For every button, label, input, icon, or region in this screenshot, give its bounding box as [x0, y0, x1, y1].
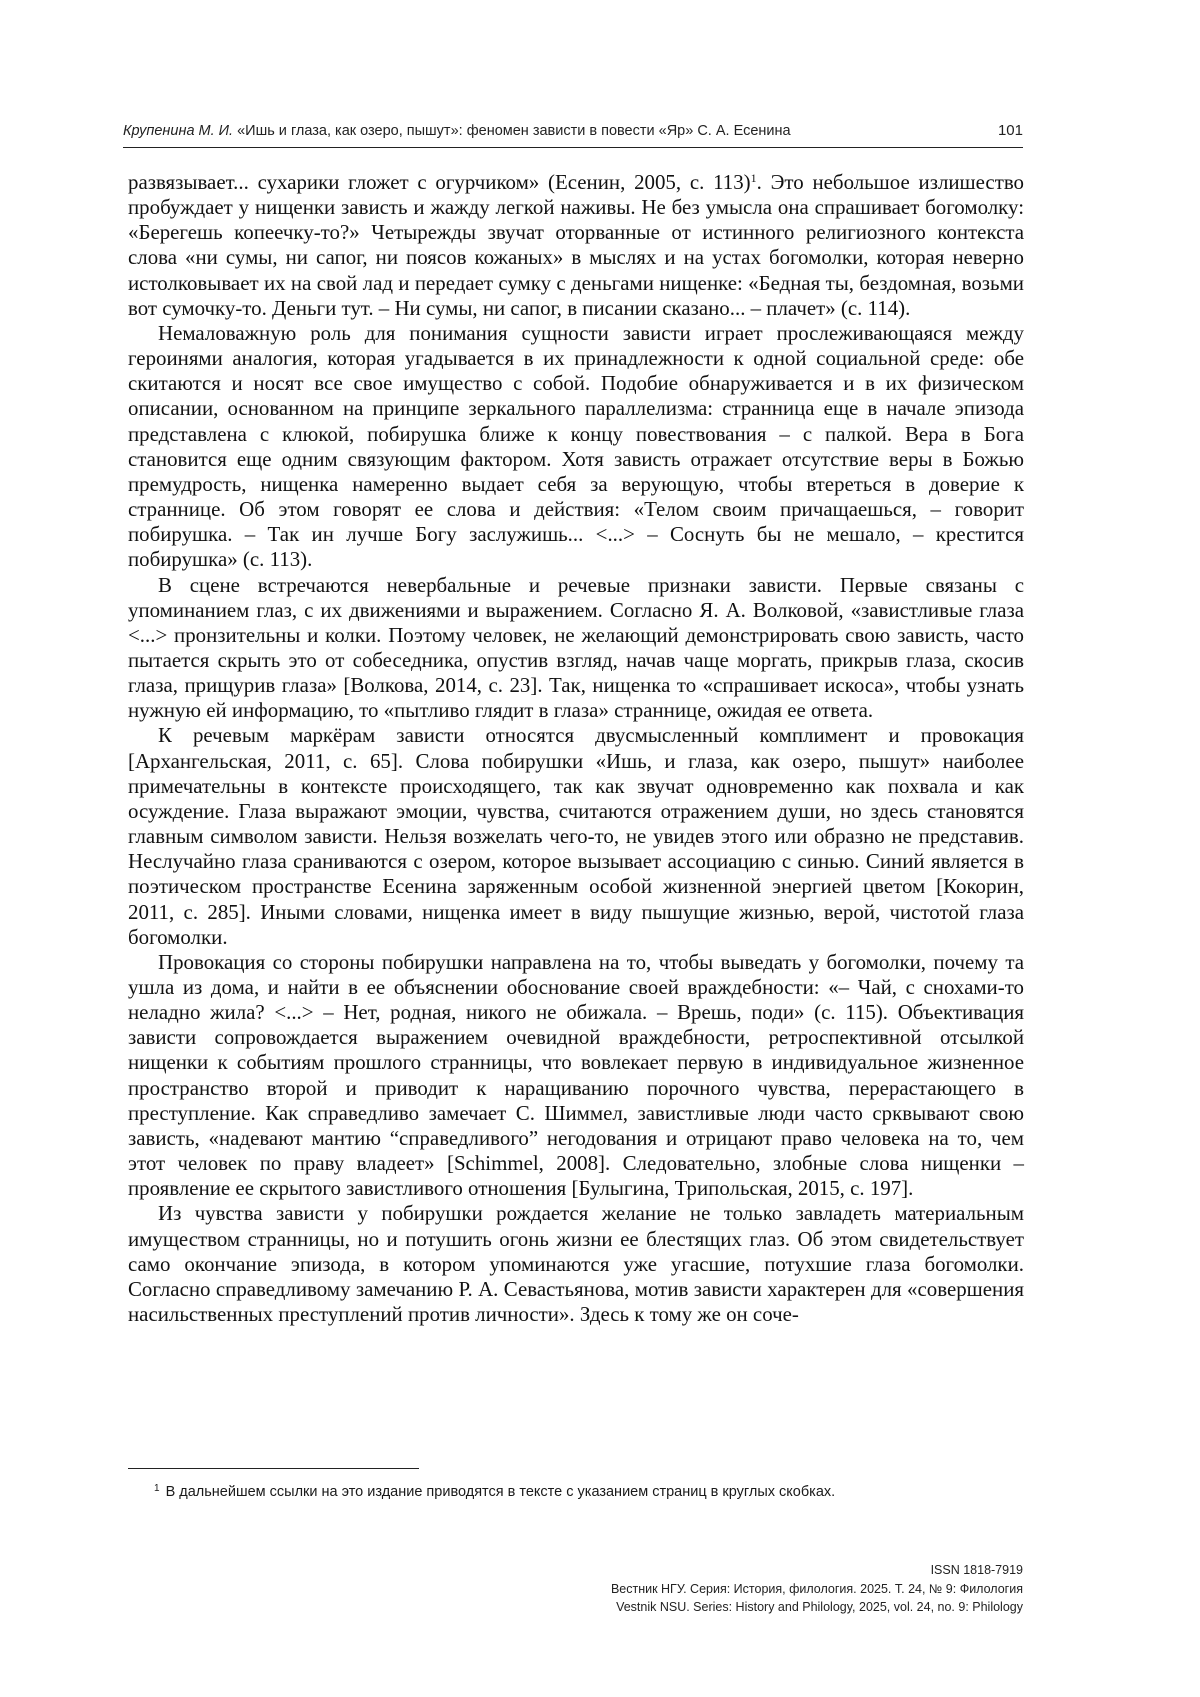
footnote: [154, 1482, 1014, 1502]
paragraph-6: Из чувства зависти у побирушки рождается желание не только завладеть материальным имуществом странницы, но и потушить огонь жизни ее блестящих глаз. Об этом свидетельствует само окончание эпизода, в котором упоминаются уже угасшие, потухшие глаза богомолки. Согласно справедливому замечанию Р. А. Севастьянова, мотив зависти характерен для «совершения насильственных преступлений против личности». Здесь к тому же он соче-: [128, 1201, 1024, 1327]
paragraph-5: Провокация со стороны побирушки направлена на то, чтобы выведать у богомолки, почему та ушла из дома, и найти в ее объяснении обоснование своей враждебности: «– Чай, с снохами-то неладно жила? <...> – Нет, родная, никого не обижала. – Врешь, поди» (с. 115). Объективация зависти сопровождается выражением очевидной враждебности, ретроспективной отсылкой нищенки к событиям прошлого странницы, что вовлекает первую в индивидуальное жизненное пространство второй и приводит к наращиванию порочного чувства, перерастающего в преступление. Как справедливо замечает С. Шиммел, завистливые люди часто срквывают свою зависть, «надевают мантию “справедливого” негодования и отрицают право человека на то, чем этот человек по праву владеет» [Schimmel, 2008]. Следовательно, злобные слова нищенки – проявление ее скрытого завистливого отношения [Булыгина, Трипольская, 2015, с. 197].: [128, 949, 1024, 1201]
journal-citation-ru: Вестник НГУ. Серия: История, филология. 2025. Т. 24, № 9: Филология: [610, 1581, 1023, 1596]
issn: ISSN 1818-7919: [930, 1563, 1023, 1577]
footnote-divider: [128, 1468, 419, 1469]
running-title: [123, 123, 791, 139]
paragraph-4: К речевым маркёрам зависти относятся двусмысленный комплимент и провокация [Архангельская, 2011, с. 65]. Слова побирушки «Ишь, и глаза, как озеро, пышут» наиболее примечательны в контексте происходящего, так как звучат одновременно как похвала и как осуждение. Глаза выражают эмоции, чувства, считаются отражением души, но здесь становятся главным символом зависти. Нельзя возжелать чего-то, не увидев этого или образно не представив. Неслучайно глаза сраниваются с озером, которое вызывает ассоциацию с синью. Синий является в поэтическом пространстве Есенина заряженным особой жизненной энергией цветом [Кокорин, 2011, с. 285]. Иными словами, нищенка имеет в виду пышущие жизнью, верой, чистотой глаза богомолки.: [128, 723, 1024, 949]
paragraph-2: Немаловажную роль для понимания сущности зависти играет прослеживающаяся между героинями аналогия, которая угадывается в их принадлежности к одной социальной среде: обе скитаются и носят все свое имущество с собой. Подобие обнаруживается и в их физическом описании, основанном на принципе зеркального параллелизма: странница еще в начале эпизода представлена с клюкой, побирушка ближе к концу повествования – с палкой. Вера в Бога становится еще одним связующим фактором. Хотя зависть отражает отсутствие веры в Божью премудрость, нищенка намеренно выдает себя за верующую, чтобы втереться в доверие к страннице. Об этом говорят ее слова и действия: «Телом своим причащаешься, – говорит побирушка. – Так ин лучше Богу заслужишь... <...> – Соснуть бы не мешало, – крестится побирушка» (с. 113).: [128, 320, 1024, 572]
paragraph-1-tail: . Это небольшое излишество пробуждает у нищенки зависть и жажду легкой наживы. Не без умысла она спрашивает богомолку: «Берегешь копеечку-то?» Четырежды звучат оторванные от истинного религиозного контекста слова «ни сумы, ни сапог, ни поясов кожаных» в мыслях и на устах богомолки, которая неверно истолковывает их на свой лад и передает сумку с деньгами нищенке: «Бедная ты, бездомная, возьми вот сумочку-то. Деньги тут. – Ни сумы, ни сапог, в писании сказано... – плачет» (с. 114).: [128, 170, 1024, 320]
journal-footer: [611, 1561, 1023, 1617]
running-header: [123, 122, 1023, 139]
running-title-author: Крупенина М. И.: [123, 123, 234, 139]
article-body: [128, 170, 1024, 1327]
running-title-text: «Ишь и глаза, как озеро, пышут»: феномен зависти в повести «Яр» С. А. Есенина: [237, 123, 791, 139]
page-number: 101: [997, 122, 1023, 139]
paragraph-1-text: развязывает... сухарики гложет с огурчиком» (Есенин, 2005, с. 113): [128, 170, 751, 194]
footnote-reference[interactable]: 1: [750, 171, 757, 185]
header-divider: [123, 147, 1023, 148]
paragraph-1: [128, 170, 1024, 321]
footnote-mark: 1: [154, 1483, 160, 1494]
paragraph-3: В сцене встречаются невербальные и речевые признаки зависти. Первые связаны с упоминанием глаз, с их движениями и выражением. Согласно Я. А. Волковой, «завистливые глаза <...> пронзительны и колки. Поэтому человек, не желающий демонстрировать свою зависть, часто пытается скрыть это от собеседника, опустив взгляд, начав чаще моргать, прикрыв глаза, скосив глаза, прищурив глаза» [Волкова, 2014, с. 23]. Так, нищенка то «спрашивает искоса», чтобы узнать нужную ей информацию, то «пытливо глядит в глаза» страннице, ожидая ее ответа.: [128, 572, 1024, 723]
journal-citation-en: Vestnik NSU. Series: History and Philology, 2025, vol. 24, no. 9: Philology: [616, 1600, 1023, 1614]
footnote-text: В дальнейшем ссылки на это издание приводятся в тексте с указанием страниц в круглых скобках.: [165, 1484, 836, 1500]
